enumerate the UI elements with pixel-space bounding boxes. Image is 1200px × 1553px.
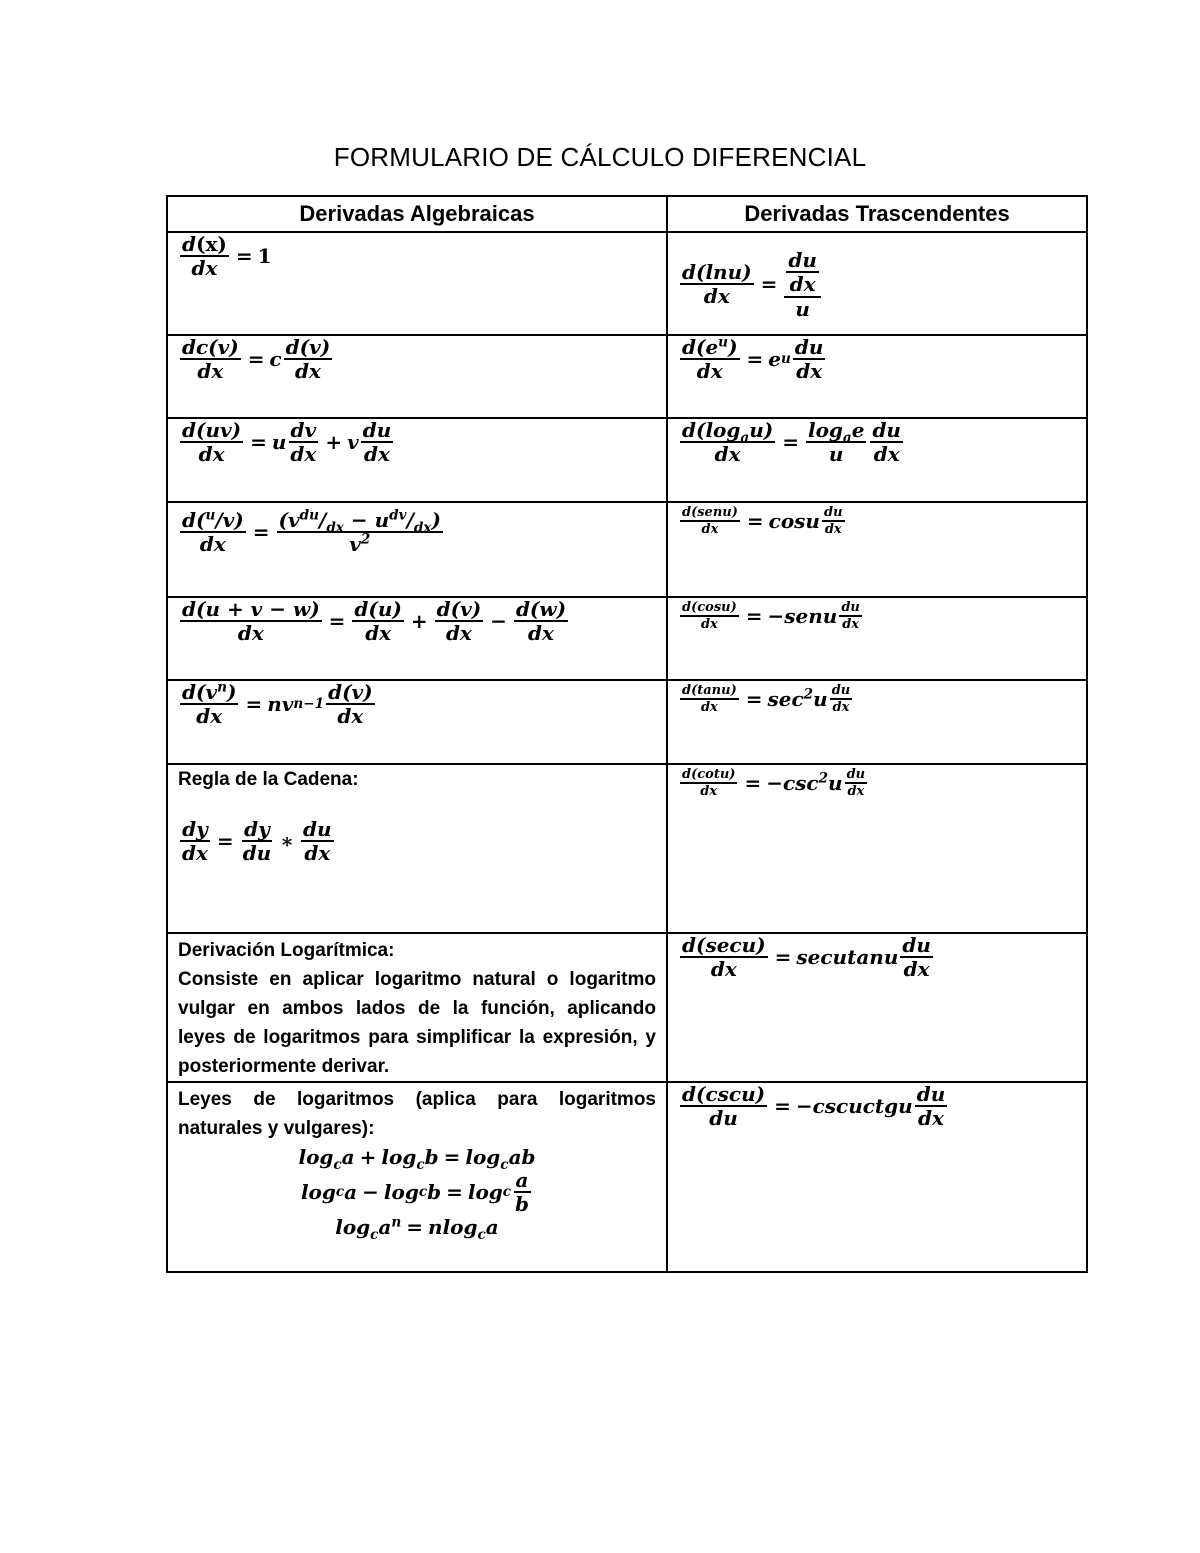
chain-rule-title: Regla de la Cadena: [178,769,359,790]
formula-quotient-rule: $\frac{d(^u/v)}{dx}$ = $\frac{(v^{du}/_{dx} - u^{dv}/_{dx})}{v^2}$ [167,502,667,597]
formula-derivative-of-cot: $\frac{d(\cot u)}{dx}$ = $-\csc^2u$ $\frac{du}{dx}$ [667,764,1087,933]
log-derivation-cell [167,933,667,1082]
formula-derivative-of-ln: $\frac{d(\ln u)}{dx}$ = $\frac{\frac{du}{dx}}{u}$ [667,232,1087,335]
formula-derivative-of-csc: $\frac{d(\csc u)}{du}$ = −cscuctgu $\frac{du}{dx}$ [667,1082,1087,1272]
log-law-product: $\log_ca + \log_cb = \log_cab$ [298,1145,536,1173]
log-derivation-text: Consiste en aplicar logaritmo natural o logaritmo vulgar en ambos lados de la función, aplicando leyes de logaritmos para simplificar la expresión, y posteriormente derivar. [178,969,656,1077]
formula-derivative-of-cos: $\frac{d(\cos u)}{dx}$ = −senu $\frac{du}{dx}$ [667,597,1087,680]
log-derivation-title: Derivación Logarítmica: [178,940,395,961]
formula-constant-multiple: $\frac{dc(v)}{dx}$ = c $\frac{d(v)}{dx}$ [167,335,667,418]
log-laws-title: Leyes de logaritmos (aplica para logaritmos naturales y vulgares): [178,1089,656,1139]
formula-power-rule: $\frac{d(v^n)}{dx}$ = nv n−1 $\frac{d(v)}{dx}$ [167,680,667,764]
formula-derivative-of-sin: $\frac{\text{d(senu)}}{dx}$ = cosu $\frac{du}{dx}$ [667,502,1087,597]
formula-derivative-of-log: $\frac{d(\log_au)}{dx}$ = $\frac{\log_ae}{u}$ $\frac{du}{dx}$ [667,418,1087,502]
formula-product-rule: $\frac{d(uv)}{dx}$ = u $\frac{dv}{dx}$ + v $\frac{du}{dx}$ [167,418,667,502]
header-algebraic: Derivadas Algebraicas [167,196,667,232]
chain-rule-formula: $\frac{dy}{dx}$ = $\frac{dy}{du}$ ∗ $\frac{du}{dx}$ [182,817,332,865]
chain-rule-cell [167,764,667,933]
log-law-power: $\log_ca^n = nlog_ca$ [335,1214,499,1243]
formula-derivative-of-x: $\frac{d(x)}{dx}$ = 1 [167,232,667,335]
log-laws-cell [167,1082,667,1272]
header-transcendental: Derivadas Trascendentes [667,196,1087,232]
log-law-quotient: log c a − log c b = log c $\frac{a}{b}$ [300,1168,530,1216]
formula-derivative-of-tan: $\frac{d(\tan u)}{dx}$ = $\sec^2u$ $\frac{du}{dx}$ [667,680,1087,764]
formula-sum-rule: $\frac{d(u + v - w)}{dx}$ = $\frac{d(u)}{dx}$ + $\frac{d(v)}{dx}$ − $\frac{d(w)}{dx}$ [167,597,667,680]
formula-derivative-of-sec: $\frac{d(\sec u)}{dx}$ = secutanu $\frac{du}{dx}$ [667,933,1087,1082]
log-laws-list [178,1145,656,1243]
page-title: FORMULARIO DE CÁLCULO DIFERENCIAL [333,142,867,172]
formula-derivative-of-exp: $\frac{d(e^u)}{dx}$ = e u $\frac{du}{dx}$ [667,335,1087,418]
formula-table [166,195,1088,1273]
